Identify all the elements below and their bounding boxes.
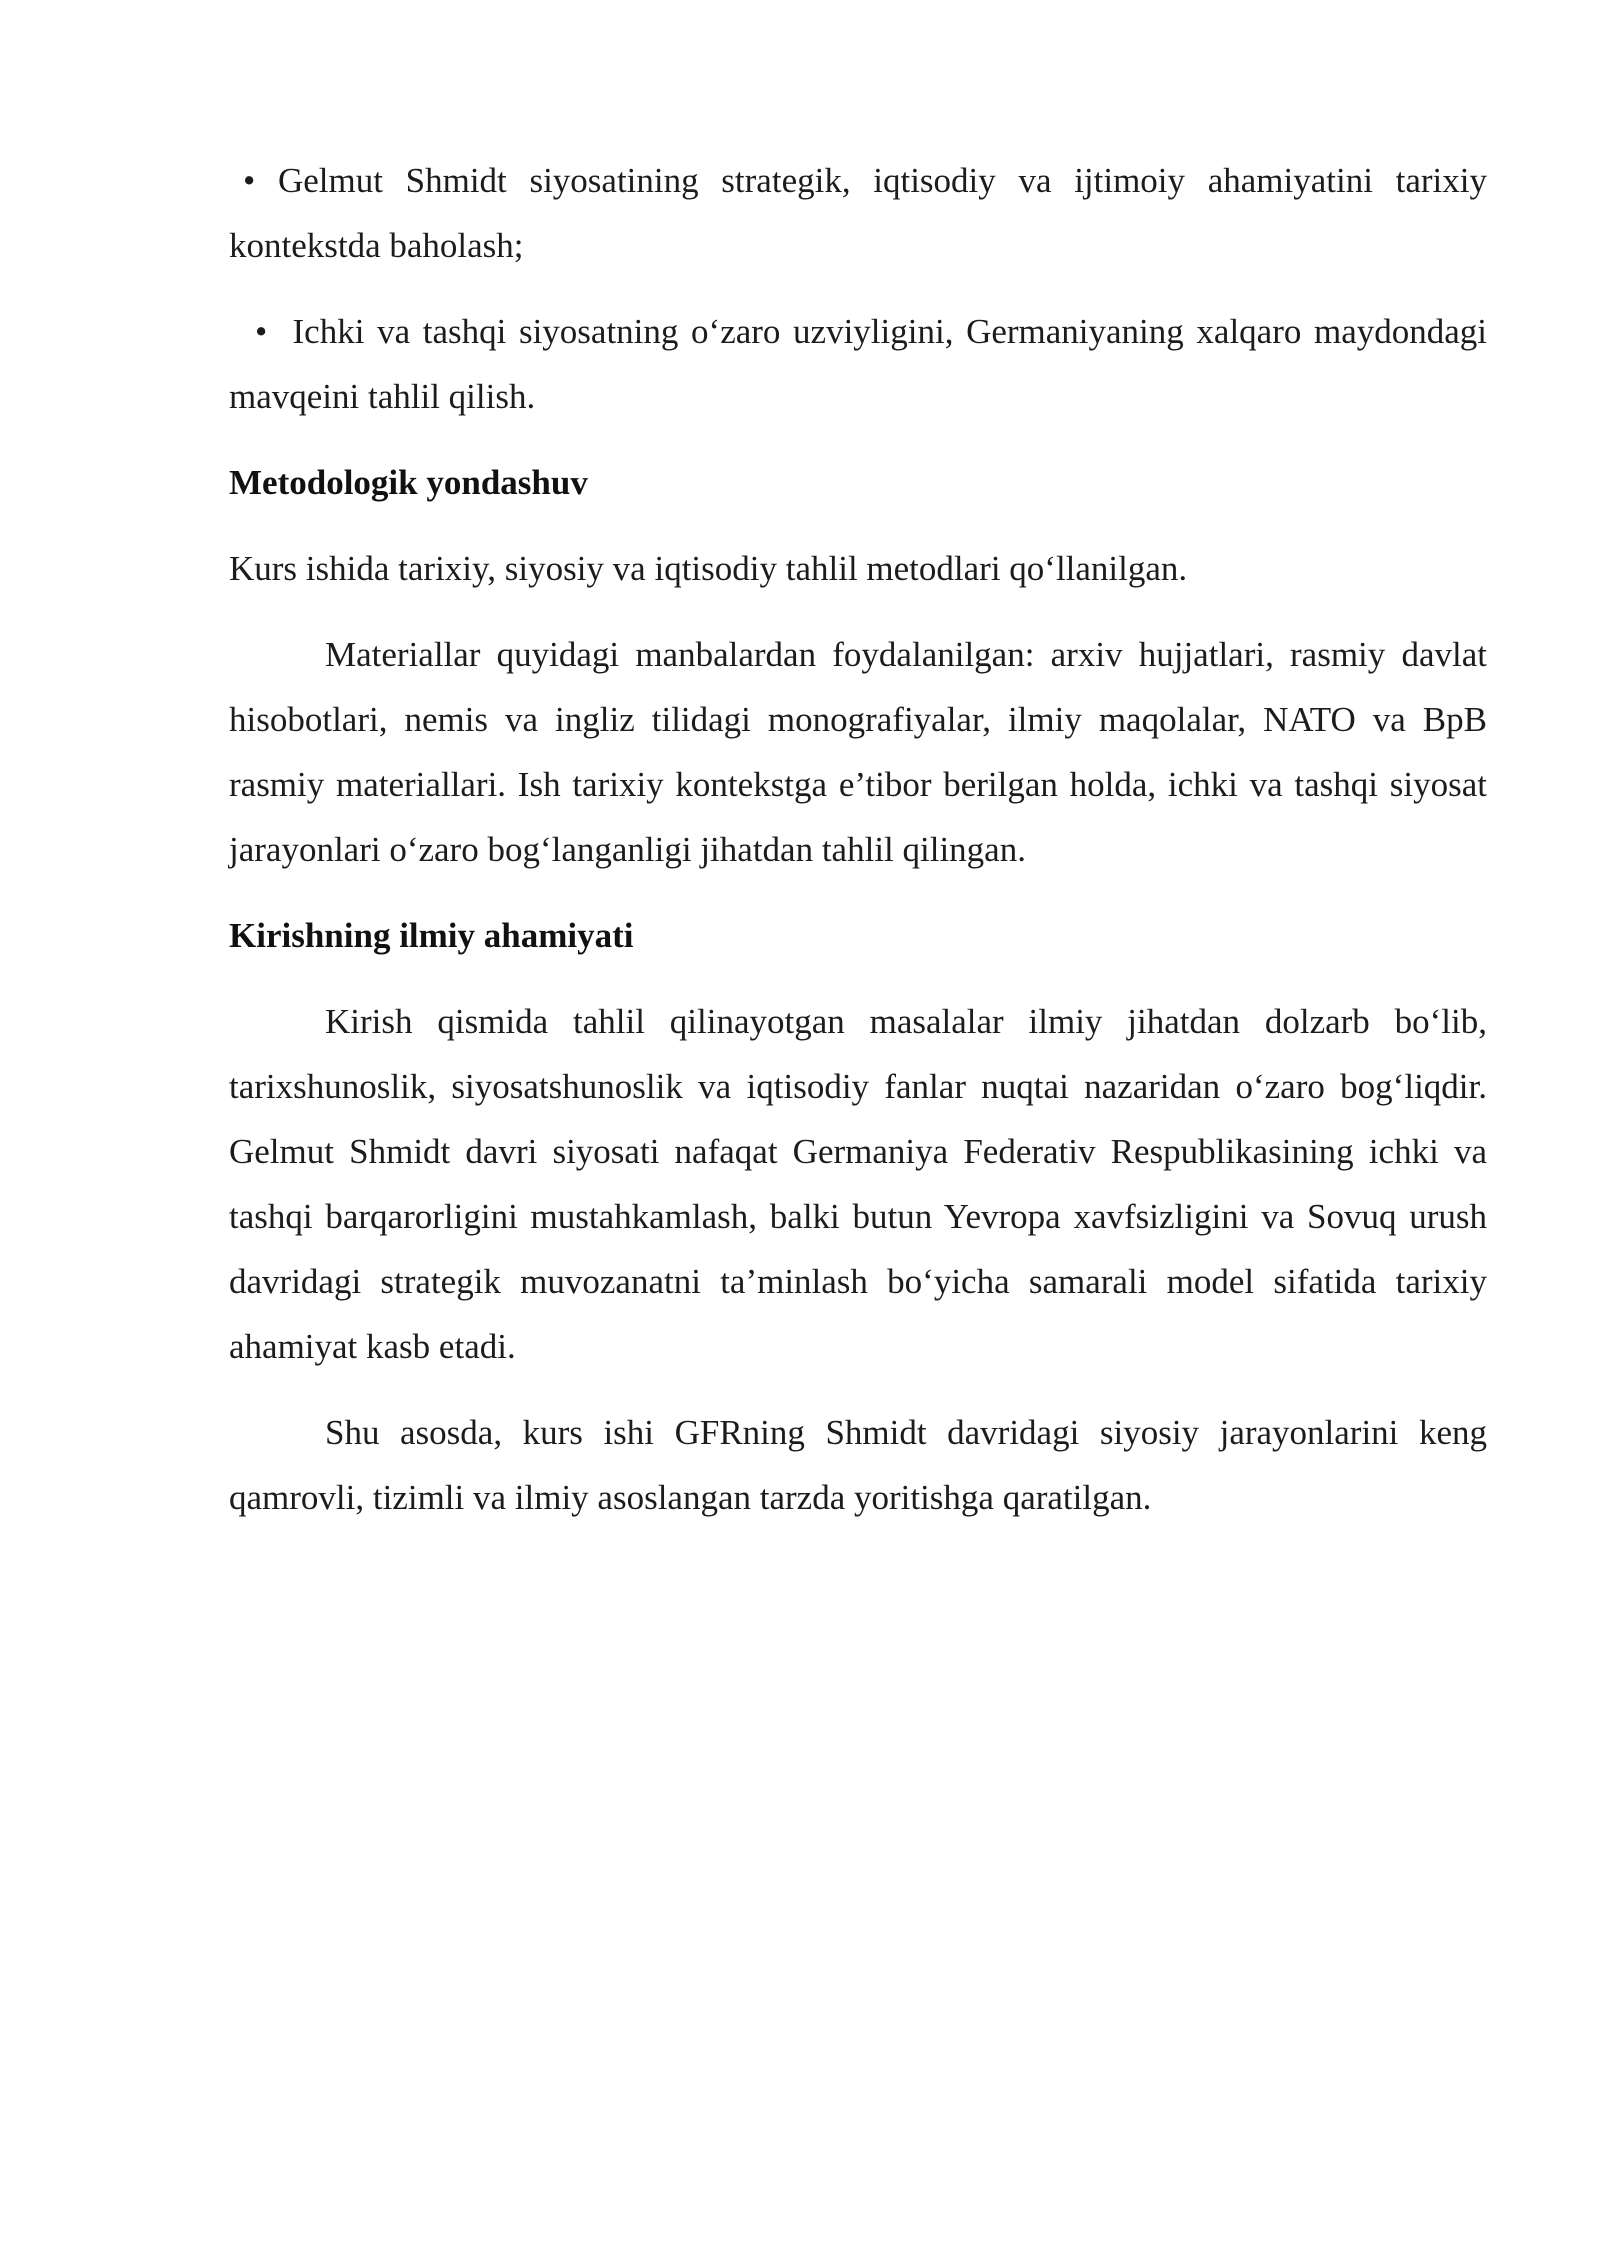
- bullet-marker: •: [255, 312, 268, 351]
- paragraph-sources: Materiallar quyidagi manbalardan foydalanilgan: arxiv hujjatlari, rasmiy davlat hisobotlari, nemis va ingliz tilidagi monografiyalar, ilmiy maqolalar, NATO va BpB rasmiy materiallari. Ish tarixiy kontekstga e’tibor berilgan holda, ichki va tashqi siyosat jarayonlari o‘zaro bog‘langanligi jihatdan tahlil qilingan.: [229, 635, 1487, 869]
- bullet-item-2: [229, 299, 1487, 429]
- document-page: [229, 148, 1487, 1551]
- paragraph-methods: Kurs ishida tarixiy, siyosiy va iqtisodiy tahlil metodlari qo‘llanilgan.: [229, 549, 1188, 588]
- bullet-item-1: [229, 148, 1487, 278]
- bullet-marker: •: [243, 161, 256, 200]
- bullet-text-1: Gelmut Shmidt siyosatining strategik, iqtisodiy va ijtimoiy ahamiyatini tarixiy kontekstda baholash;: [229, 161, 1487, 265]
- section-heading-methodology: Metodologik yondashuv: [229, 463, 588, 502]
- paragraph-conclusion: Shu asosda, kurs ishi GFRning Shmidt davridagi siyosiy jarayonlarini keng qamrovli, tizimli va ilmiy asoslangan tarzda yoritishga qaratilgan.: [229, 1413, 1487, 1517]
- section-heading-significance: Kirishning ilmiy ahamiyati: [229, 916, 634, 955]
- paragraph-significance: Kirish qismida tahlil qilinayotgan masalalar ilmiy jihatdan dolzarb bo‘lib, tarixshunoslik, siyosatshunoslik va iqtisodiy fanlar nuqtai nazaridan o‘zaro bog‘liqdir. Gelmut Shmidt davri siyosati nafaqat Germaniya Federativ Respublikasining ichki va tashqi barqarorligini mustahkamlash, balki butun Yevropa xavfsizligini va Sovuq urush davridagi strategik muvozanatni ta’minlash bo‘yicha samarali model sifatida tarixiy ahamiyat kasb etadi.: [229, 1002, 1487, 1366]
- bullet-text-2: Ichki va tashqi siyosatning o‘zaro uzviyligini, Germaniyaning xalqaro maydondagi mavqeini tahlil qilish.: [229, 312, 1488, 416]
